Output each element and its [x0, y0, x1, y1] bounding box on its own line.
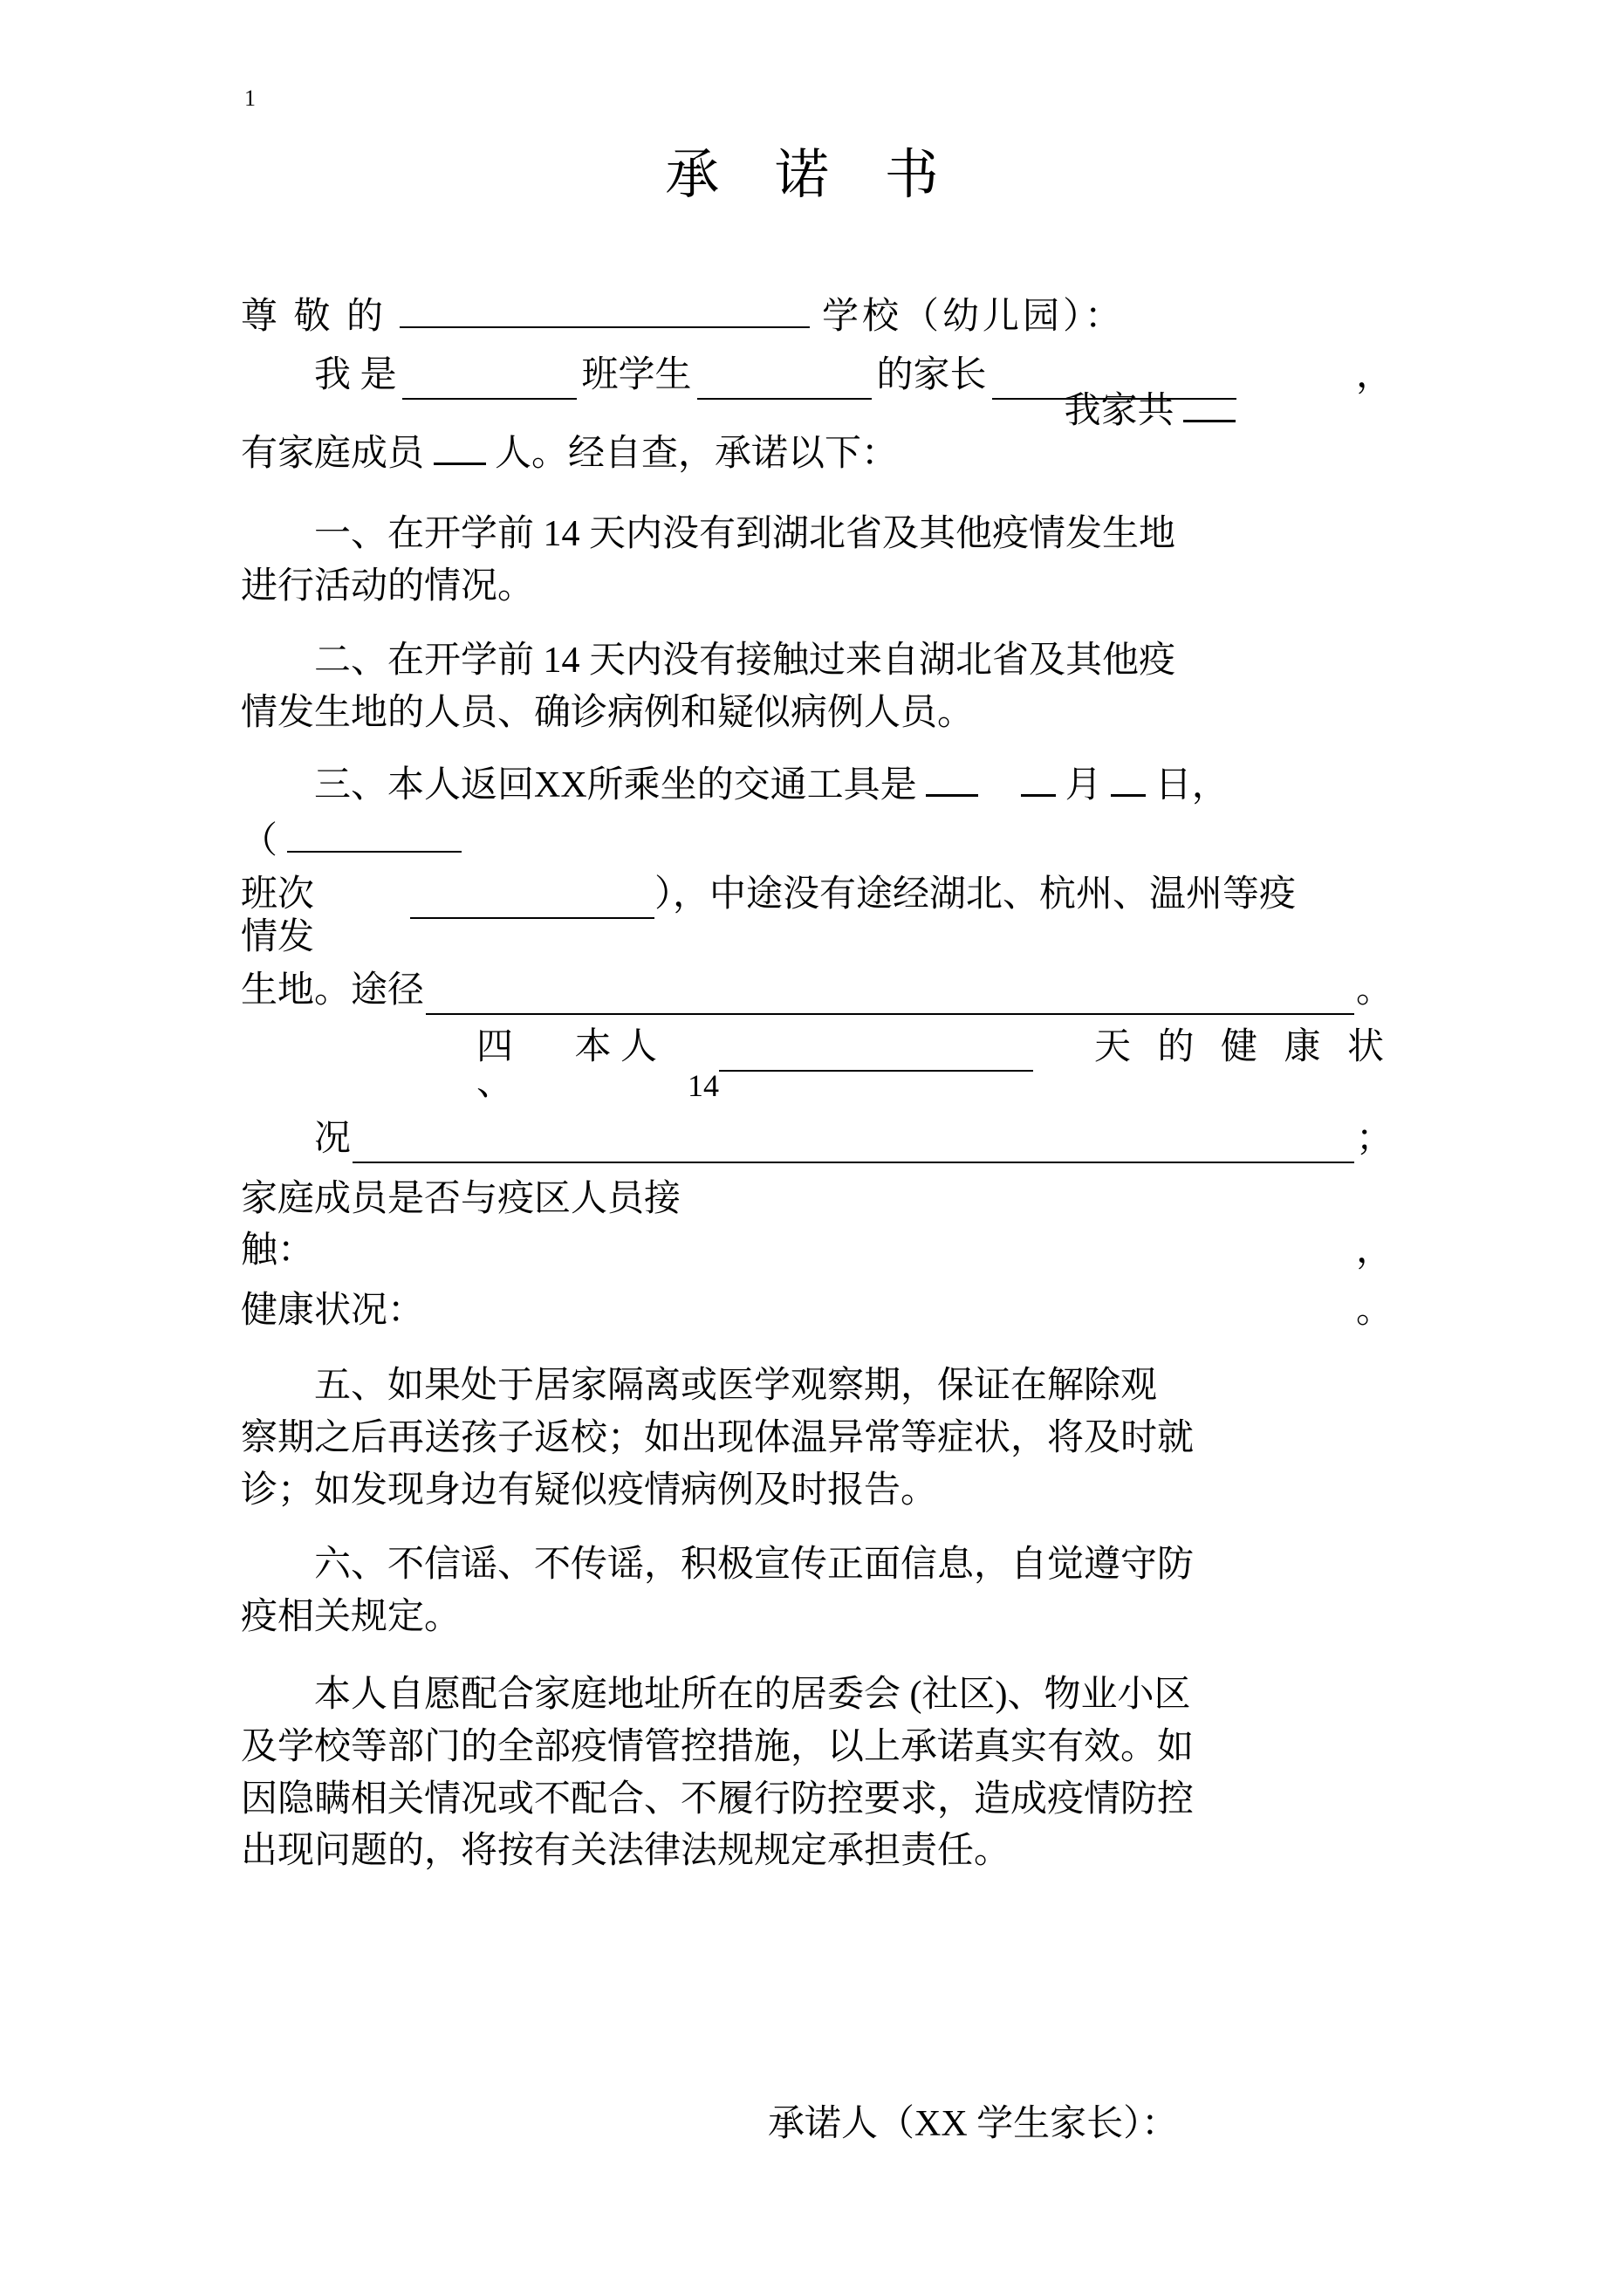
- intro-part3: 的家长: [876, 355, 987, 396]
- signature-line: 承诺人（XX 学生家长）：: [768, 2104, 1179, 2144]
- clause-3-month: 月: [1065, 765, 1102, 806]
- train-number-blank-2[interactable]: [410, 879, 654, 919]
- clause-4-days-tail: 天 的 健 康 状: [1093, 1026, 1393, 1067]
- days-blank[interactable]: [719, 1031, 1033, 1072]
- day-blank[interactable]: [1111, 771, 1146, 797]
- school-name-blank[interactable]: [400, 288, 810, 328]
- contact-blank[interactable]: [316, 1240, 1354, 1275]
- clause-2: [241, 635, 1393, 739]
- clause-4-num-mark: 、: [476, 1062, 514, 1103]
- clause-3-paren-open: （: [241, 820, 278, 861]
- clause-4-line-2: [241, 1115, 1393, 1163]
- clause-2-line-1: 二、在开学前 14 天内没有接触过来自湖北省及其他疫: [314, 641, 1176, 682]
- health-blank[interactable]: [426, 1299, 1354, 1334]
- clause-1-line-2: 进行活动的情况。: [241, 565, 535, 607]
- clause-4-health-line: [241, 1287, 1393, 1335]
- document-body: [241, 288, 1393, 1878]
- clause-4: [241, 1024, 1393, 1334]
- intro-part2: 班学生: [581, 355, 692, 396]
- clause-4-family-line: 家庭成员是否与疫区人员接: [241, 1178, 681, 1219]
- family-count-dash[interactable]: [1183, 397, 1236, 422]
- clause-1: [241, 509, 1393, 613]
- page-number: 1: [244, 86, 256, 111]
- clause-4-period: 。: [1355, 1290, 1393, 1331]
- clause-3-day: 日，: [1154, 765, 1229, 806]
- closing-line-3: 因隐瞒相关情况或不配合、不履行防控要求，造成疫情防控: [241, 1779, 1195, 1820]
- clause-3-paren-close: ），中途没有途经湖北、杭州、温州等疫: [654, 874, 1297, 915]
- clause-5-line-3: 诊；如发现身边有疑似疫情病例及时报告。: [241, 1470, 938, 1511]
- clause-3-wrap-2: 生地。途径: [241, 970, 425, 1011]
- train-number-blank-1[interactable]: [287, 812, 462, 853]
- month-blank[interactable]: [1021, 771, 1056, 797]
- clause-3-lead: 三、本人返回XX所乘坐的交通工具是: [314, 765, 917, 806]
- clause-5-line-2: 察期之后再送孩子返校；如出现体温异常等症状，将及时就: [241, 1417, 1195, 1458]
- salutation-prefix: 尊 敬 的: [241, 297, 387, 337]
- intro-part6: 人。经自查，承诺以下：: [495, 434, 899, 475]
- intro-part1: 我 是: [314, 355, 397, 396]
- clause-5-line-1: 五、如果处于居家隔离或医学观察期，保证在解除观: [314, 1366, 1158, 1407]
- clause-6: [241, 1539, 1393, 1643]
- intro-part5: 有家庭成员: [241, 434, 425, 475]
- intro-line-3: [241, 430, 1393, 478]
- clause-4-num: 四: [476, 1026, 514, 1067]
- clause-3-train-label: 班次: [241, 874, 315, 915]
- clause-6-line-1: 六、不信谣、不传谣，积极宣传正面信息，自觉遵守防: [314, 1545, 1195, 1586]
- clause-4-contact-line: [241, 1227, 1393, 1275]
- clause-3: [241, 762, 1393, 1015]
- clause-3-line-1: [241, 762, 1393, 810]
- class-blank[interactable]: [402, 360, 577, 400]
- clause-4-health-label: 健康状况：: [241, 1290, 425, 1331]
- clause-4-days: 14: [688, 1068, 720, 1104]
- clause-1-line-1: 一、在开学前 14 天内没有到湖北省及其他疫情发生地: [314, 513, 1176, 554]
- closing-line-1: 本人自愿配合家庭地址所在的居委会 (社区)、物业小区: [314, 1675, 1191, 1716]
- health-status-blank[interactable]: [353, 1127, 1354, 1163]
- closing-line-4: 出现问题的，将按有关法律法规规定承担责任。: [241, 1831, 1011, 1872]
- closing-paragraph: [241, 1669, 1393, 1878]
- student-name-blank[interactable]: [697, 360, 872, 400]
- clause-4-comma: ，: [1355, 1230, 1393, 1271]
- clause-2-line-2: 情发生地的人员、确诊病例和疑似病例人员。: [241, 692, 975, 733]
- clause-5: [241, 1360, 1393, 1517]
- clause-4-status-label: 况: [314, 1119, 352, 1160]
- salutation-line: [241, 288, 1393, 341]
- clause-4-self: 本 人: [574, 1026, 658, 1067]
- intro-comma: ，: [1355, 355, 1393, 396]
- clause-4-contact-label: 触：: [241, 1230, 315, 1271]
- clause-3-line-2: [241, 812, 1393, 866]
- document-title: 承 诺 书: [665, 142, 958, 206]
- transport-blank[interactable]: [926, 771, 978, 797]
- clause-4-semicolon: ；: [1355, 1119, 1393, 1160]
- clause-3-line-4: [241, 967, 1393, 1015]
- closing-line-2: 及学校等部门的全部疫情管控措施，以上承诺真实有效。如: [241, 1727, 1195, 1768]
- intro-part4: 我家共: [1064, 391, 1174, 432]
- member-count-blank[interactable]: [434, 440, 486, 465]
- clause-6-line-2: 疫相关规定。: [241, 1596, 462, 1637]
- clause-3-wrap-1: 情发: [241, 916, 315, 957]
- clause-3-line-3: [241, 871, 1393, 919]
- salutation-suffix: 学校（幼儿园）：: [822, 297, 1126, 337]
- route-blank[interactable]: [426, 978, 1354, 1015]
- clause-3-period: 。: [1355, 970, 1393, 1011]
